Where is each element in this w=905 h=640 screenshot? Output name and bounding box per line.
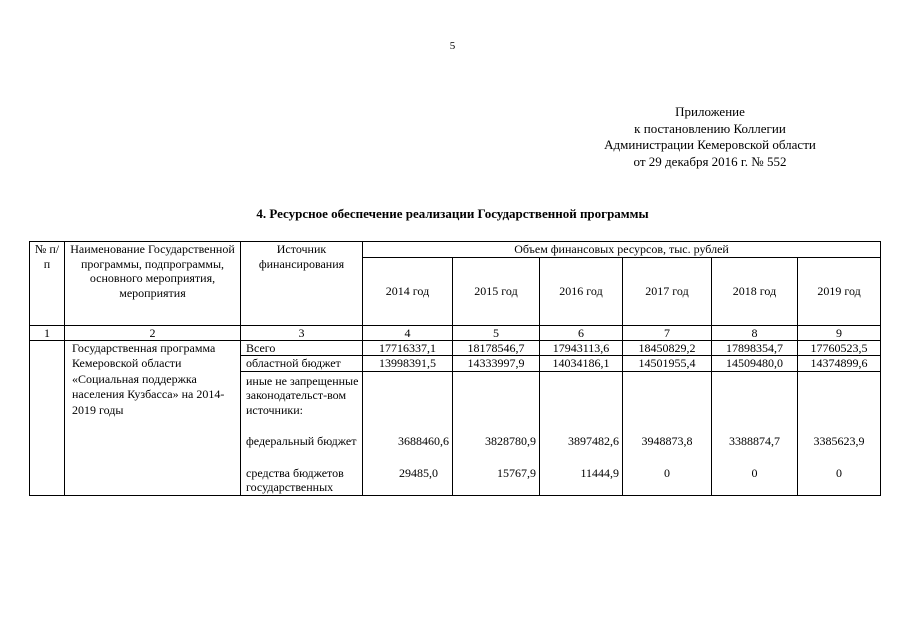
source-cell: средства бюджетов государственных <box>241 449 363 496</box>
table-row <box>30 340 881 356</box>
value-cell: 18450829,2 <box>623 340 712 356</box>
value-cell <box>363 371 453 417</box>
section-title: 4. Ресурсное обеспечение реализации Государственной программы <box>256 206 649 221</box>
appendix-line-3: Администрации Кемеровской области <box>604 137 816 152</box>
value-cell: 0 <box>798 449 881 496</box>
value-cell <box>623 371 712 417</box>
value-cell <box>798 371 881 417</box>
appendix-line-1: Приложение <box>675 104 745 119</box>
appendix-header <box>560 104 860 170</box>
resource-table <box>29 241 881 496</box>
value-cell: 13998391,5 <box>363 356 453 372</box>
value-cell: 0 <box>712 449 798 496</box>
header-row-1 <box>30 242 881 258</box>
value-cell: 3948873,8 <box>623 417 712 449</box>
column-number: 6 <box>540 325 623 340</box>
column-number: 9 <box>798 325 881 340</box>
value-cell: 3388874,7 <box>712 417 798 449</box>
value-cell: 14034186,1 <box>540 356 623 372</box>
value-cell: 0 <box>623 449 712 496</box>
value-cell: 11444,9 <box>540 449 623 496</box>
header-year: 2014 год <box>363 257 453 325</box>
header-year: 2019 год <box>798 257 881 325</box>
value-cell: 15767,9 <box>453 449 540 496</box>
value-cell: 17943113,6 <box>540 340 623 356</box>
source-cell: областной бюджет <box>241 356 363 372</box>
value-cell: 14501955,4 <box>623 356 712 372</box>
header-name: Наименование Государственной программы, подпрограммы, основного мероприятия, мероприятия <box>65 242 241 326</box>
column-number: 4 <box>363 325 453 340</box>
header-year: 2017 год <box>623 257 712 325</box>
value-cell: 14333997,9 <box>453 356 540 372</box>
header-source: Источник финансирования <box>241 242 363 326</box>
value-cell <box>540 371 623 417</box>
header-year: 2015 год <box>453 257 540 325</box>
value-cell: 14509480,0 <box>712 356 798 372</box>
column-number-row <box>30 325 881 340</box>
appendix-line-2: к постановлению Коллегии <box>634 120 786 136</box>
header-year: 2016 год <box>540 257 623 325</box>
header-year: 2018 год <box>712 257 798 325</box>
header-num: № п/п <box>30 242 65 326</box>
column-number: 3 <box>241 325 363 340</box>
column-number: 8 <box>712 325 798 340</box>
value-cell: 3688460,6 <box>363 417 453 449</box>
value-cell: 17898354,7 <box>712 340 798 356</box>
source-cell: Всего <box>241 340 363 356</box>
column-number: 2 <box>65 325 241 340</box>
value-cell: 29485,0 <box>363 449 453 496</box>
page-number: 5 <box>449 40 456 52</box>
program-name: Государственная программа Кемеровской области «Социальная поддержка населения Кузбасса» на 2014-2019 годы <box>65 340 241 495</box>
value-cell: 3385623,9 <box>798 417 881 449</box>
value-cell <box>712 371 798 417</box>
source-cell: федеральный бюджет <box>241 417 363 449</box>
column-number: 7 <box>623 325 712 340</box>
header-volume: Объем финансовых ресурсов, тыс. рублей <box>363 242 881 258</box>
column-number: 1 <box>30 325 65 340</box>
value-cell: 3828780,9 <box>453 417 540 449</box>
value-cell: 3897482,6 <box>540 417 623 449</box>
value-cell: 17760523,5 <box>798 340 881 356</box>
appendix-line-4: от 29 декабря 2016 г. № 552 <box>633 153 787 169</box>
source-cell: иные не запрещенные законодательст-вом источники: <box>241 371 363 417</box>
value-cell: 17716337,1 <box>363 340 453 356</box>
row-num-cell <box>30 340 65 495</box>
column-number: 5 <box>453 325 540 340</box>
value-cell: 14374899,6 <box>798 356 881 372</box>
value-cell: 18178546,7 <box>453 340 540 356</box>
value-cell <box>453 371 540 417</box>
